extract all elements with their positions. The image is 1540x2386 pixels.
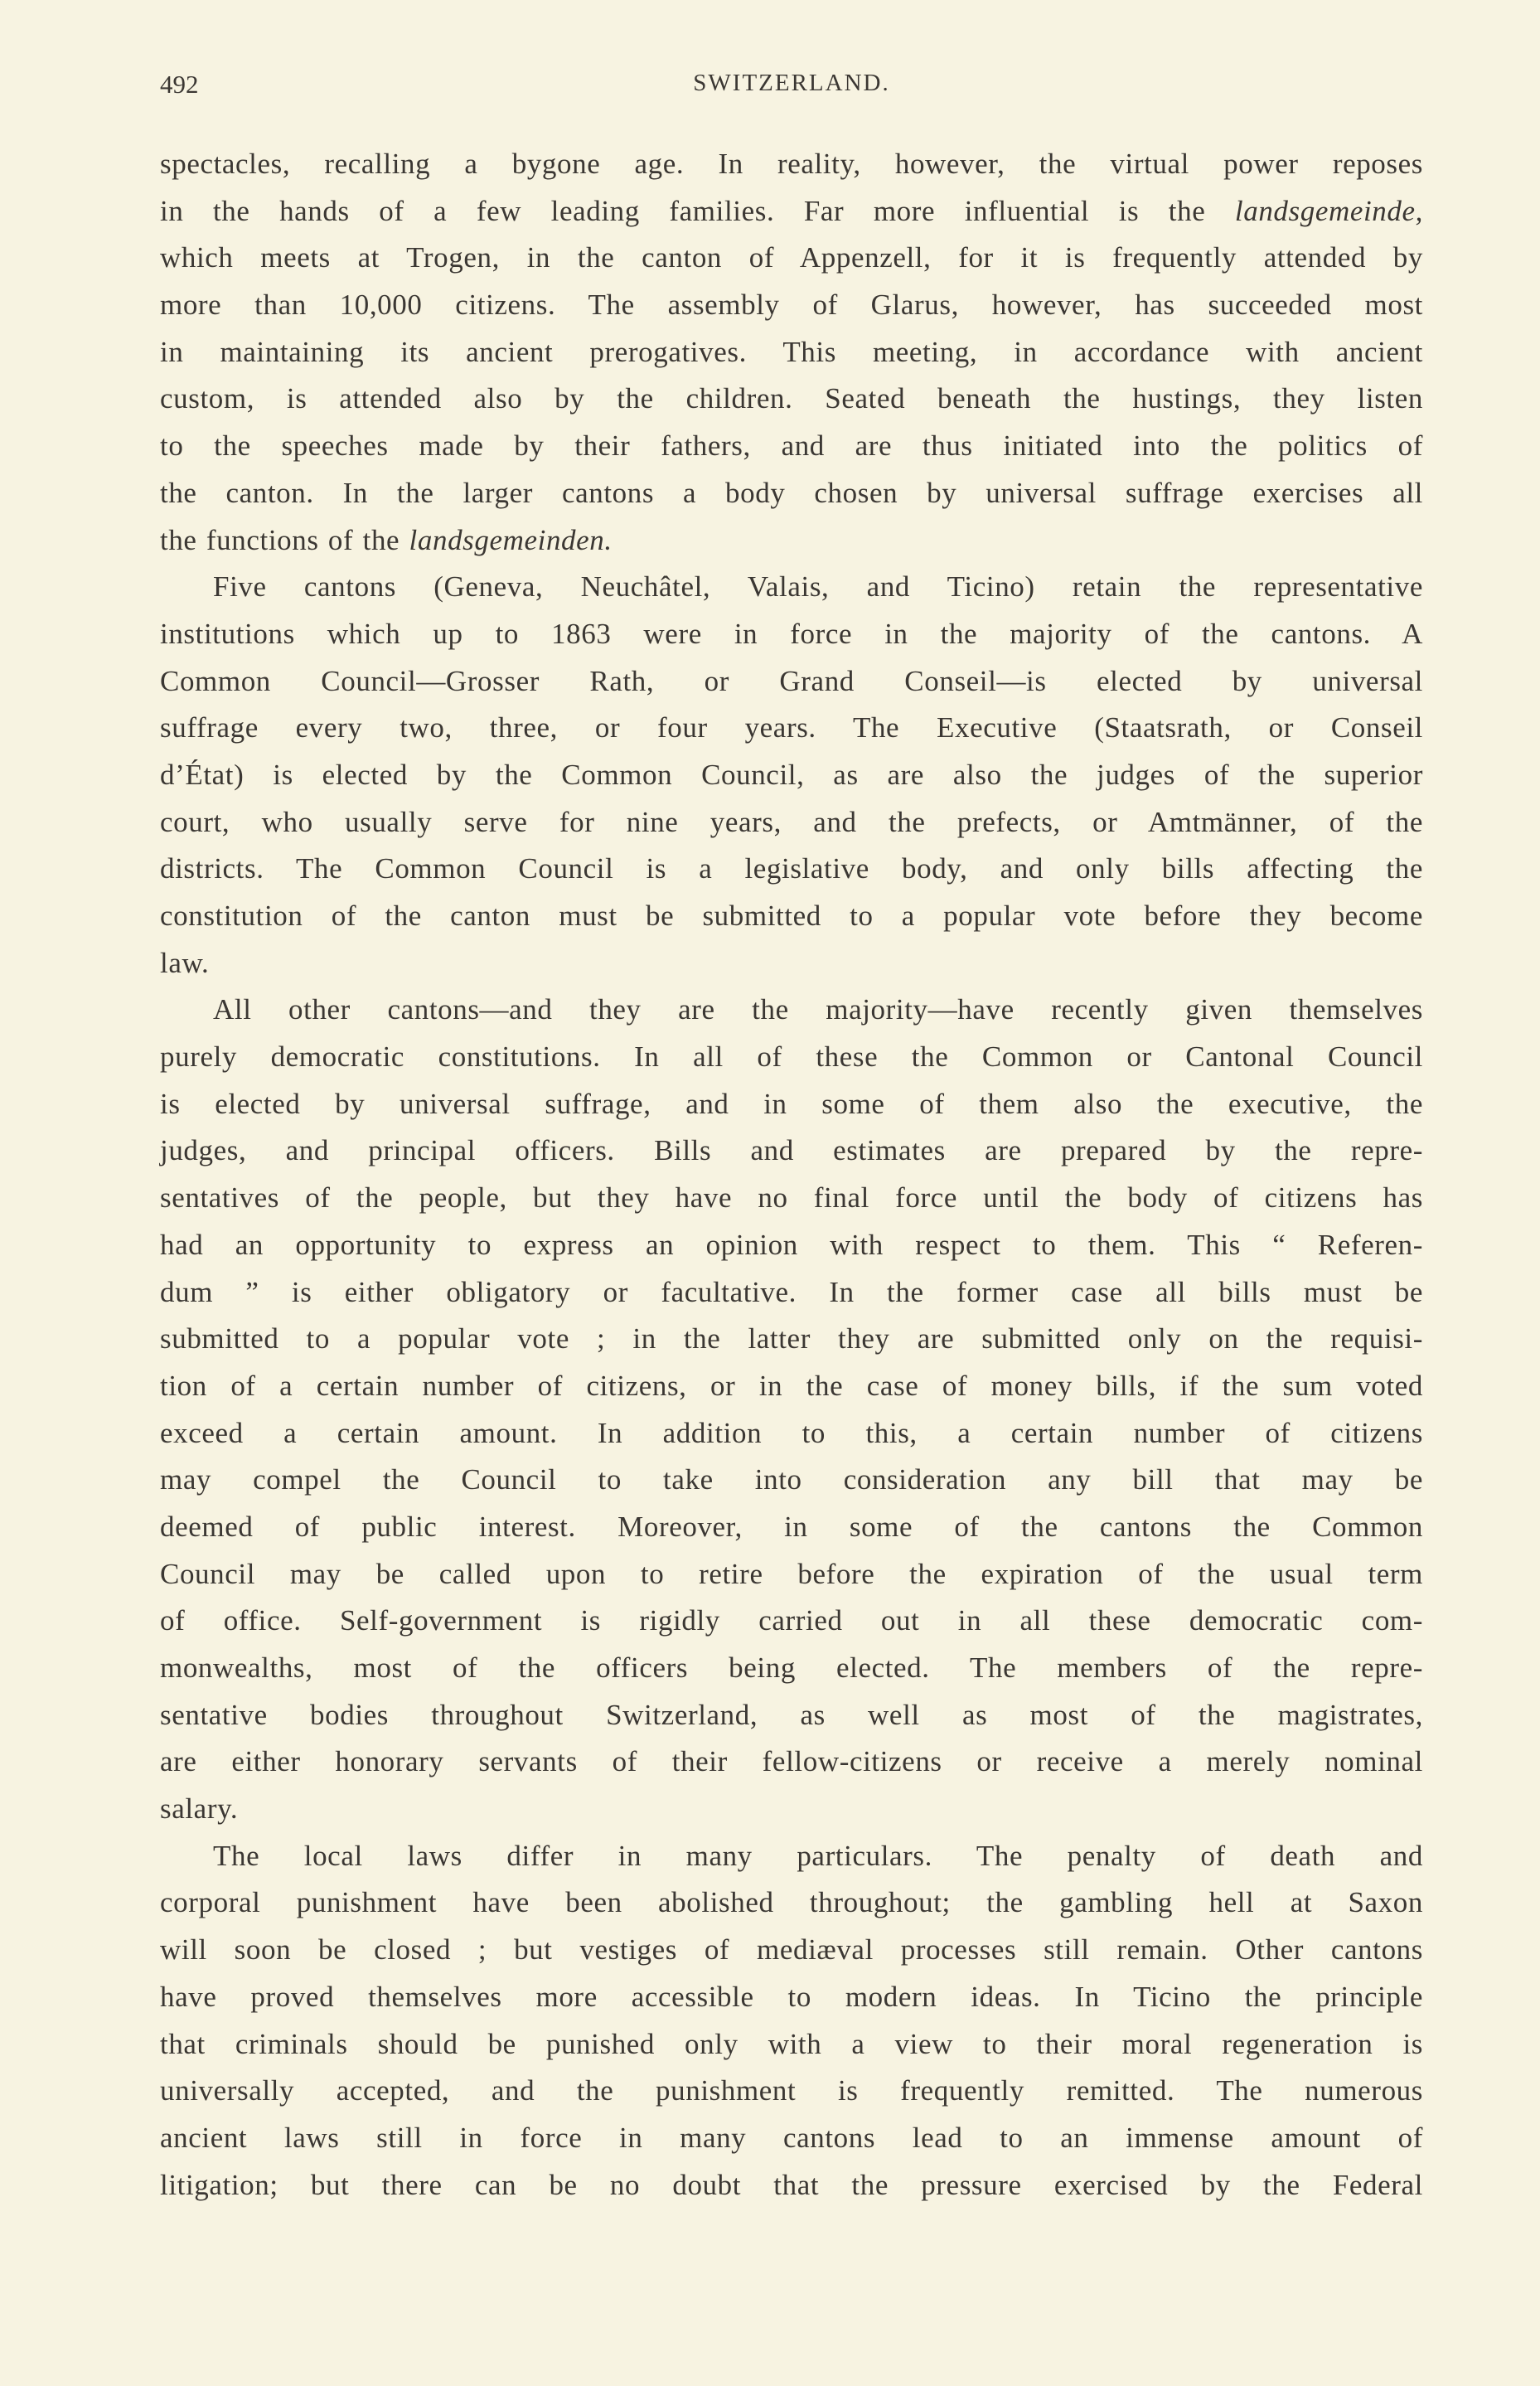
line-content (160, 846, 1423, 893)
text-line (160, 2115, 1423, 2162)
line-content (160, 1222, 1423, 1269)
line-content (213, 1833, 1423, 1880)
text-line (160, 329, 1423, 376)
line-content (160, 1739, 1423, 1786)
paragraph (160, 564, 1423, 987)
text-line (160, 1269, 1423, 1317)
italic-term: landsgemeinde, (1234, 194, 1423, 227)
text-line (160, 1363, 1423, 1410)
line-content (160, 1410, 1423, 1457)
text-line (160, 1786, 1423, 1833)
line-content (160, 329, 1423, 376)
line-content (160, 1034, 1423, 1081)
line-content (160, 188, 1423, 235)
text-segment: sentatives of the people, but they have no final force until the body of citizens has (160, 1181, 1423, 1215)
line-content (160, 235, 1423, 282)
line-content (160, 1269, 1423, 1317)
text-segment: may compel the Council to take into consideration any bill that may be (160, 1463, 1423, 1496)
running-title: SWITZERLAND. (693, 70, 890, 96)
text-segment: monwealths, most of the officers being elected. The members of the repre- (160, 1651, 1423, 1684)
text-line (160, 1645, 1423, 1692)
text-line (160, 1692, 1423, 1739)
line-content (160, 141, 1423, 188)
line-content (160, 1927, 1423, 1974)
line-content (160, 1551, 1423, 1598)
line-content (160, 1598, 1423, 1645)
text-segment: Five cantons (Geneva, Neuchâtel, Valais, and Ticino) retain the representative (213, 570, 1423, 604)
line-content (213, 564, 1423, 611)
line-content (160, 470, 1423, 517)
text-segment: in maintaining its ancient prerogatives. This meeting, in accordance with ancient (160, 335, 1423, 368)
text-line (160, 235, 1423, 282)
text-line (160, 564, 1423, 611)
text-segment: submitted to a popular vote ; in the latter they are submitted only on the requisi- (160, 1322, 1423, 1355)
text-line (160, 282, 1423, 329)
text-segment: deemed of public interest. Moreover, in some of the cantons the Common (160, 1510, 1423, 1543)
text-line (160, 987, 1423, 1034)
line-content (160, 1879, 1423, 1927)
text-segment: ancient laws still in force in many cantons lead to an immense amount of (160, 2121, 1423, 2154)
line-content (160, 1128, 1423, 1175)
line-content (160, 1504, 1423, 1551)
text-segment: are either honorary servants of their fellow-citizens or receive a merely nominal (160, 1745, 1423, 1778)
text-line (160, 705, 1423, 752)
line-content (160, 752, 1423, 799)
line-content (160, 1363, 1423, 1410)
text-segment: custom, is attended also by the children. Seated beneath the hustings, they listen (160, 382, 1423, 415)
line-content (160, 376, 1423, 423)
text-line (160, 423, 1423, 470)
line-content (160, 611, 1423, 658)
text-line (160, 376, 1423, 423)
text-segment: sentative bodies throughout Switzerland, as well as most of the magistrates, (160, 1698, 1423, 1731)
text-line (160, 1410, 1423, 1457)
paragraph (160, 141, 1423, 564)
text-segment: districts. The Common Council is a legislative body, and only bills affecting the (160, 852, 1423, 885)
text-segment: law. (160, 946, 210, 979)
running-head (160, 70, 1423, 106)
line-content (160, 658, 1423, 706)
text-line (160, 1974, 1423, 2021)
text-segment: is elected by universal suffrage, and in some of them also the executive, the (160, 1087, 1423, 1120)
text-line (160, 1457, 1423, 1504)
text-segment: exceed a certain amount. In addition to this, a certain number of citizens (160, 1416, 1423, 1449)
text-line (160, 1222, 1423, 1269)
text-line (160, 2162, 1423, 2209)
text-line (160, 1504, 1423, 1551)
line-content (160, 2115, 1423, 2162)
text-line (160, 846, 1423, 893)
line-content (160, 1175, 1423, 1222)
text-line (160, 2021, 1423, 2068)
text-line (160, 893, 1423, 940)
text-line (160, 611, 1423, 658)
text-line (160, 1833, 1423, 1880)
body-text (160, 141, 1423, 2209)
text-line (160, 470, 1423, 517)
paragraph (160, 987, 1423, 1832)
line-content (160, 893, 1423, 940)
text-segment: constitution of the canton must be submitted to a popular vote before they become (160, 900, 1423, 932)
text-line (160, 1034, 1423, 1081)
text-line (160, 1927, 1423, 1974)
paragraph (160, 1833, 1423, 2209)
text-segment: Common Council—Grosser Rath, or Grand Conseil—is elected by universal (160, 664, 1423, 697)
line-content (160, 2162, 1423, 2209)
text-segment: had an opportunity to express an opinion with respect to them. This “ Referen- (160, 1228, 1423, 1261)
text-line (160, 1128, 1423, 1175)
text-line (160, 752, 1423, 799)
text-segment: the canton. In the larger cantons a body chosen by universal suffrage exercises all (160, 476, 1423, 509)
line-content (160, 1974, 1423, 2021)
text-segment: corporal punishment have been abolished throughout; the gambling hell at Saxon (160, 1886, 1423, 1919)
text-line (160, 658, 1423, 706)
text-line (160, 517, 1423, 565)
text-line (160, 1551, 1423, 1598)
text-segment: of office. Self-government is rigidly carried out in all these democratic com- (160, 1604, 1423, 1637)
text-segment: judges, and principal officers. Bills and estimates are prepared by the repre- (160, 1134, 1423, 1167)
italic-term: landsgemeinden. (409, 523, 613, 556)
text-segment: institutions which up to 1863 were in force in the majority of the cantons. A (160, 617, 1423, 650)
text-segment: purely democratic constitutions. In all of these the Common or Cantonal Council (160, 1040, 1423, 1074)
text-segment: court, who usually serve for nine years, and the prefects, or Amtmänner, of the (160, 805, 1423, 838)
text-line (160, 1739, 1423, 1786)
text-line (160, 188, 1423, 235)
text-line (160, 1879, 1423, 1927)
text-segment: which meets at Trogen, in the canton of Appenzell, for it is frequently attended by (160, 241, 1423, 274)
text-segment: in the hands of a few leading families. Far more influential is the (160, 194, 1235, 227)
text-line (160, 1175, 1423, 1222)
text-segment: dum ” is either obligatory or facultative. In the former case all bills must be (160, 1275, 1423, 1308)
line-content (160, 799, 1423, 846)
text-line (160, 141, 1423, 188)
text-segment: more than 10,000 citizens. The assembly of Glarus, however, has succeeded most (160, 289, 1423, 322)
text-line (160, 1316, 1423, 1363)
text-segment: will soon be closed ; but vestiges of mediæval processes still remain. Other cantons (160, 1933, 1423, 1967)
line-content (160, 1786, 1423, 1833)
line-content (160, 1081, 1423, 1128)
text-line (160, 1598, 1423, 1645)
text-line (160, 2068, 1423, 2115)
text-segment: salary. (160, 1792, 239, 1826)
line-content (160, 940, 1423, 987)
text-segment: universally accepted, and the punishment is frequently remitted. The numerous (160, 2074, 1423, 2107)
line-content (160, 1692, 1423, 1739)
text-line (160, 940, 1423, 987)
page-number: 492 (160, 70, 199, 99)
line-content (160, 517, 1423, 565)
text-line (160, 799, 1423, 846)
text-segment: to the speeches made by their fathers, and are thus initiated into the politics of (160, 429, 1423, 463)
text-line (160, 1081, 1423, 1128)
line-content (160, 1457, 1423, 1504)
line-content (213, 987, 1423, 1034)
line-content (160, 423, 1423, 470)
line-content (160, 1316, 1423, 1363)
text-segment: spectacles, recalling a bygone age. In reality, however, the virtual power reposes (160, 148, 1423, 180)
line-content (160, 282, 1423, 329)
text-segment: have proved themselves more accessible to modern ideas. In Ticino the principle (160, 1980, 1423, 2013)
text-segment: tion of a certain number of citizens, or in the case of money bills, if the sum voted (160, 1369, 1423, 1402)
line-content (160, 705, 1423, 752)
text-segment: that criminals should be punished only with a view to their moral regeneration is (160, 2027, 1423, 2060)
line-content (160, 2021, 1423, 2068)
line-content (160, 1645, 1423, 1692)
text-segment: The local laws differ in many particulars. The penalty of death and (213, 1839, 1423, 1872)
text-segment: the functions of the (160, 523, 409, 556)
text-segment: suffrage every two, three, or four years. The Executive (Staatsrath, or Conseil (160, 711, 1423, 744)
line-content (160, 2068, 1423, 2115)
text-segment: All other cantons—and they are the majority—have recently given themselves (213, 993, 1423, 1026)
text-segment: Council may be called upon to retire before the expiration of the usual term (160, 1557, 1423, 1590)
text-segment: litigation; but there can be no doubt that the pressure exercised by the Federal (160, 2168, 1423, 2201)
text-segment: d’État) is elected by the Common Council, as are also the judges of the superior (160, 758, 1423, 791)
